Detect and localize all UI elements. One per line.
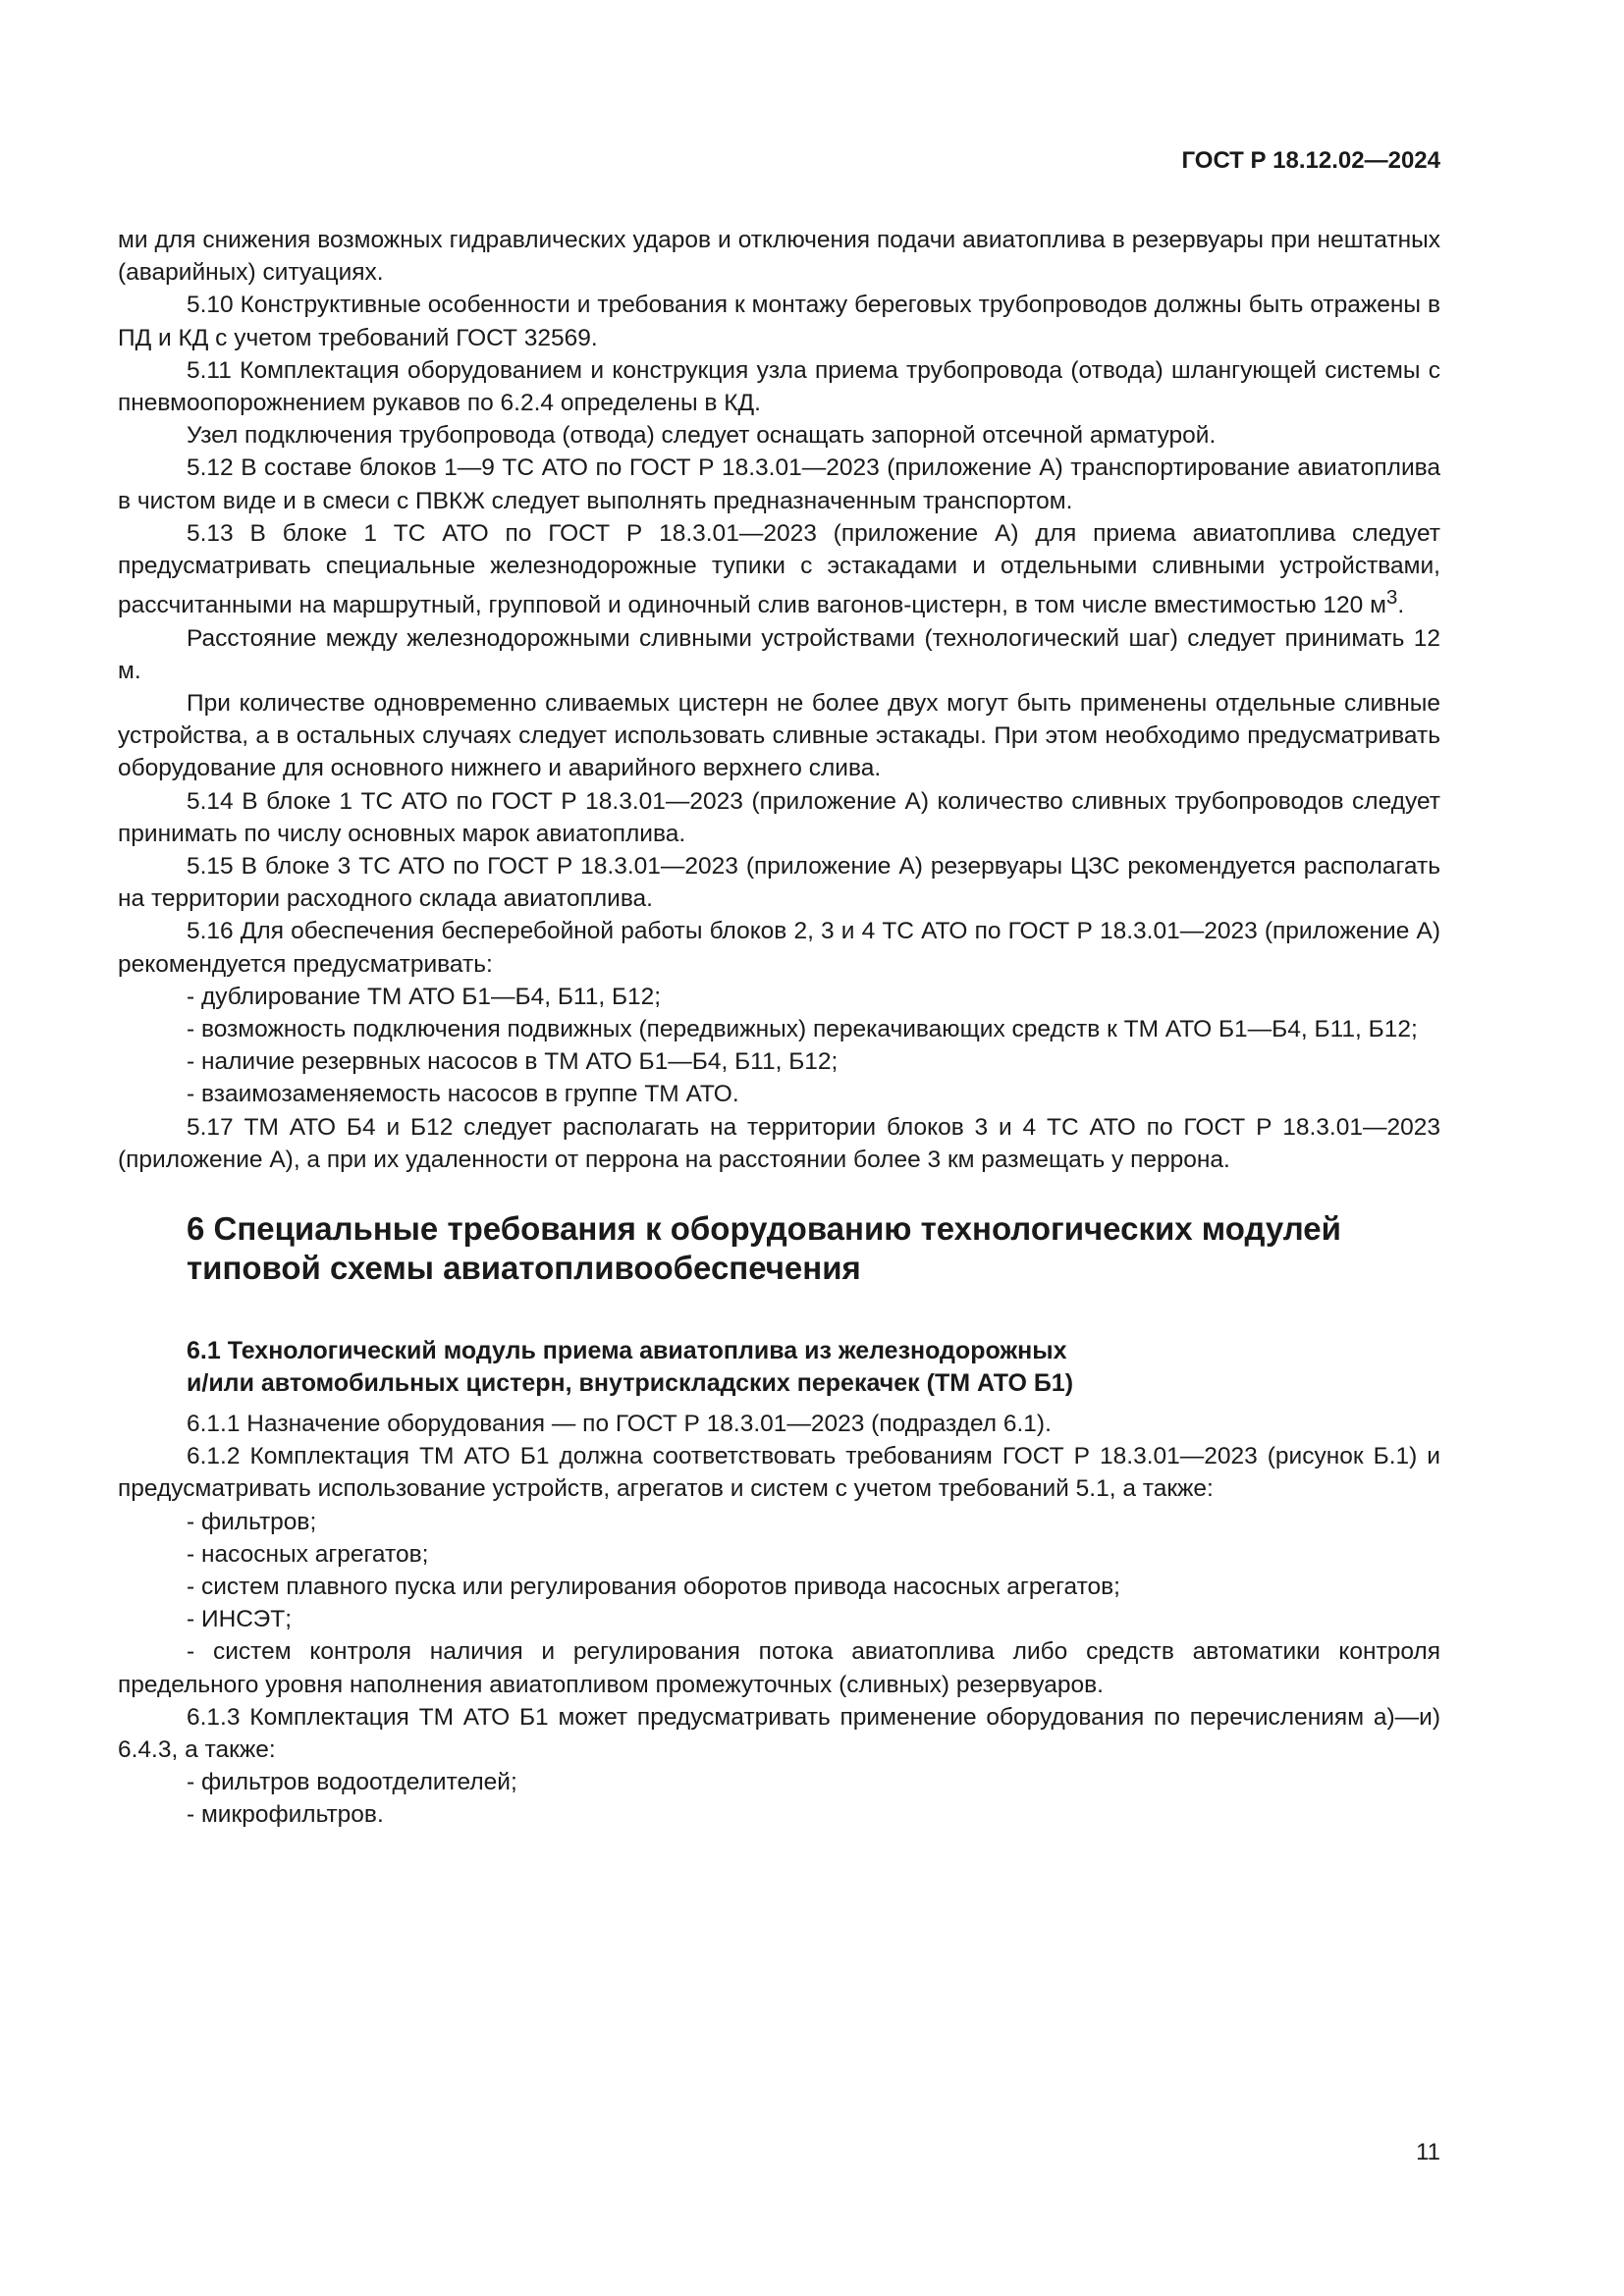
paragraph: ми для снижения возможных гидравлических ударов и отключения подачи авиатоплива в резервуары при нештатных (аварийных) ситуациях.: [118, 227, 1440, 287]
paragraph: При количестве одновременно сливаемых цистерн не более двух могут быть применены отдельные сливные устройства, а в остальных случаях следует использовать сливные эстакады. При этом необходимо предусматривать оборудование для основного нижнего и аварийного верхнего слива.: [118, 690, 1440, 782]
list-item: - насосных агрегатов;: [187, 1540, 429, 1568]
subsection-heading: [187, 1335, 1440, 1400]
paragraph: [118, 517, 1440, 622]
paragraph: 5.16 Для обеспечения бесперебойной работы блоков 2, 3 и 4 ТС АТО по ГОСТ Р 18.3.01—2023 (приложение А) рекомендуется предусматривать:: [118, 918, 1440, 978]
list-item: - дублирование ТМ АТО Б1—Б4, Б11, Б12;: [187, 983, 662, 1010]
superscript: 3: [1385, 587, 1398, 610]
list-item: - систем плавного пуска или регулирования оборотов привода насосных агрегатов;: [187, 1574, 1120, 1601]
list-item: - фильтров водоотделителей;: [187, 1769, 517, 1796]
list-item: - взаимозаменяемость насосов в группе ТМ АТО.: [187, 1081, 739, 1108]
subsection-heading-line: 6.1 Технологический модуль приема авиатоплива из железнодорожных: [187, 1337, 1067, 1365]
section-heading: 6 Специальные требования к оборудованию технологических модулей типовой схемы авиатопливообеспечения: [187, 1210, 1341, 1287]
page-footer: [1080, 2139, 1440, 2166]
paragraph: 6.1.1 Назначение оборудования — по ГОСТ Р 18.3.01—2023 (подраздел 6.1).: [187, 1411, 1052, 1438]
list-item: - наличие резервных насосов в ТМ АТО Б1—Б4, Б11, Б12;: [187, 1048, 839, 1076]
paragraph: Расстояние между железнодорожными сливными устройствами (технологический шаг) следует принимать 12 м.: [118, 624, 1440, 684]
paragraph: 5.15 В блоке 3 ТС АТО по ГОСТ Р 18.3.01—2023 (приложение А) резервуары ЦЗС рекомендуется располагать на территории расходного склада авиатоплива.: [118, 853, 1440, 913]
paragraph: 5.17 ТМ АТО Б4 и Б12 следует располагать на территории блоков 3 и 4 ТС АТО по ГОСТ Р 18.3.01—2023 (приложение А), а при их удаленности от перрона на расстоянии более 3 км размещать у перрона.: [118, 1113, 1440, 1173]
paragraph-end: .: [1397, 592, 1405, 619]
subsection-heading-line: и/или автомобильных цистерн, внутрискладских перекачек (ТМ АТО Б1): [187, 1369, 1074, 1398]
paragraph: 5.14 В блоке 1 ТС АТО по ГОСТ Р 18.3.01—2023 (приложение А) количество сливных трубопроводов следует принимать по числу основных марок авиатоплива.: [118, 787, 1440, 847]
page-number: 11: [1416, 2139, 1440, 2165]
paragraph: 6.1.2 Комплектация ТМ АТО Б1 должна соответствовать требованиям ГОСТ Р 18.3.01—2023 (рисунок Б.1) и предусматривать использование устройств, агрегатов и систем с учетом требований 5.1, а также:: [118, 1443, 1440, 1503]
paragraph: Узел подключения трубопровода (отвода) следует оснащать запорной отсечной арматурой.: [187, 422, 1217, 450]
list-item: - ИНСЭТ;: [187, 1606, 293, 1633]
paragraph: 5.10 Конструктивные особенности и требования к монтажу береговых трубопроводов должны быть отражены в ПД и КД с учетом требований ГОСТ 32569.: [118, 292, 1440, 351]
page-body: [118, 224, 1440, 1832]
document-header: [1080, 147, 1440, 175]
paragraph-text: 5.13 В блоке 1 ТС АТО по ГОСТ Р 18.3.01—2023 (приложение А) для приема авиатоплива следует предусматривать специальные железнодорожные тупики с эстакадами и отдельными сливными устройствами, рассчитанными на маршрутный, групповой и одиночный слив вагонов-цистерн, в том числе вместимостью 120 м: [118, 519, 1440, 619]
list-item: - микрофильтров.: [187, 1801, 384, 1829]
list-item: - возможность подключения подвижных (передвижных) перекачивающих средств к ТМ АТО Б1—Б4, Б11, Б12;: [187, 1016, 1418, 1043]
list-item: - фильтров;: [187, 1508, 317, 1535]
document-id: ГОСТ Р 18.12.02—2024: [1181, 147, 1440, 174]
paragraph: 6.1.3 Комплектация ТМ АТО Б1 может предусматривать применение оборудования по перечислениям а)—и) 6.4.3, а также:: [118, 1703, 1440, 1764]
paragraph: 5.11 Комплектация оборудованием и конструкция узла приема трубопровода (отвода) шлангующей системы с пневмоопорожнением рукавов по 6.2.4 определены в КД.: [118, 356, 1440, 417]
paragraph: 5.12 В составе блоков 1—9 ТС АТО по ГОСТ Р 18.3.01—2023 (приложение А) транспортирование авиатоплива в чистом виде и в смеси с ПВКЖ следует выполнять предназначенным транспортом.: [118, 454, 1440, 514]
list-item: - систем контроля наличия и регулирования потока авиатоплива либо средств автоматики контроля предельного уровня наполнения авиатопливом промежуточных (сливных) резервуаров.: [118, 1638, 1440, 1698]
